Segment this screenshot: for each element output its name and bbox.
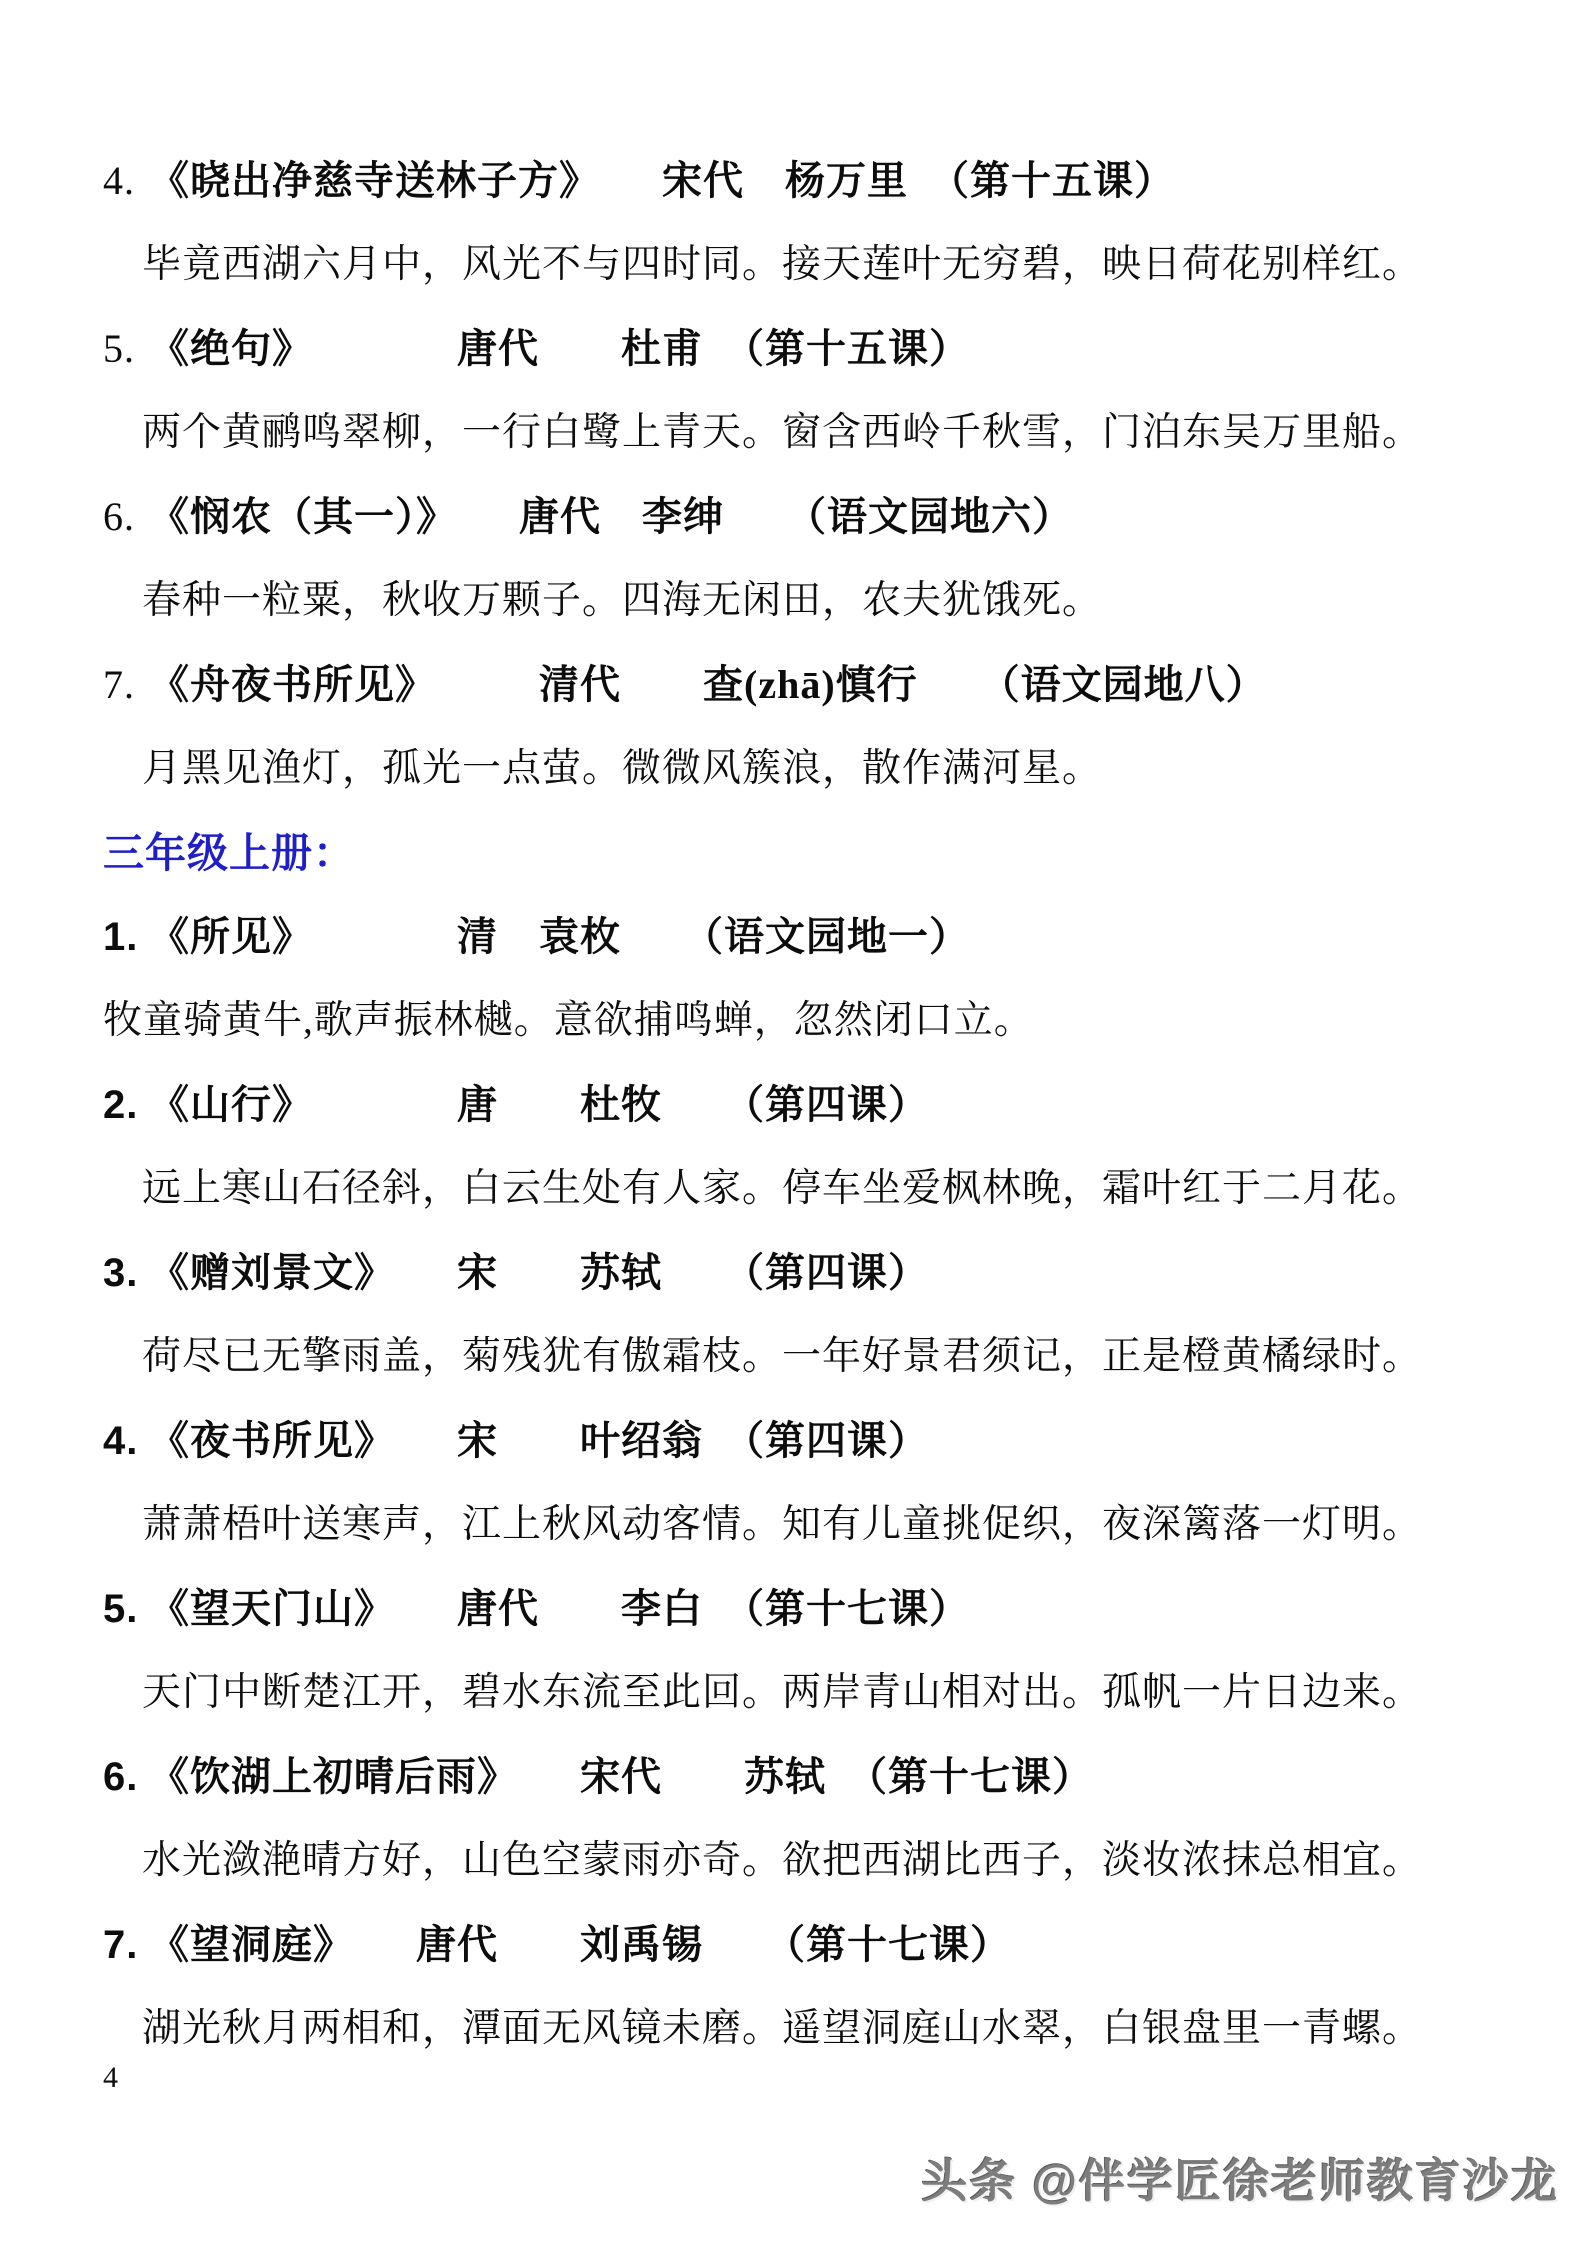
poem-title-text: 《望洞庭》 唐代 刘禹锡 （第十七课） — [149, 1922, 1011, 1967]
page-number: 4 — [103, 2061, 118, 2094]
poem-title-line — [103, 160, 1551, 202]
poem-title-line — [103, 1924, 1551, 1966]
poem-title-text: 《山行》 唐 杜牧 （第四课） — [149, 1082, 929, 1127]
poem-number: 5. — [103, 326, 135, 371]
poem-number: 7. — [103, 1923, 139, 1967]
poem-number: 3. — [103, 1251, 139, 1295]
poem-entry — [103, 1420, 1551, 1546]
poem-title-line — [103, 916, 1551, 958]
poem-entry — [103, 1588, 1551, 1714]
poem-title-text: 《绝句》 唐代 杜甫 （第十五课） — [149, 326, 970, 371]
poem-title-text: 《望天门山》 唐代 李白 （第十七课） — [149, 1586, 970, 1631]
grade3-section-heading: 三年级上册： — [103, 830, 355, 876]
poem-entry — [103, 664, 1551, 790]
document-content — [103, 160, 1551, 2094]
poem-title-line — [103, 1588, 1551, 1630]
poem-entry — [103, 328, 1551, 454]
poem-number: 5. — [103, 1587, 139, 1631]
poem-number: 7. — [103, 662, 135, 707]
poem-title-text: 《赠刘景文》 宋 苏轼 （第四课） — [149, 1250, 929, 1295]
poem-entry — [103, 1252, 1551, 1378]
poem-title-text: 《饮湖上初晴后雨》 宋代 苏轼 （第十七课） — [149, 1754, 1093, 1799]
poem-text: 月黑见渔灯，孤光一点萤。微微风簇浪，散作满河星。 — [142, 747, 1103, 790]
poem-title-line — [103, 1420, 1551, 1462]
poem-entry — [103, 1084, 1551, 1210]
poem-title-line — [103, 328, 1551, 370]
poem-title-line — [103, 1084, 1551, 1126]
poem-title-text: 《夜书所见》 宋 叶绍翁 （第四课） — [149, 1418, 929, 1463]
poem-title-text: 《晓出净慈寺送林子方》 宋代 杨万里 （第十五课） — [149, 158, 1175, 203]
poem-text: 牧童骑黄牛,歌声振林樾。意欲捕鸣蝉，忽然闭口立。 — [103, 999, 1034, 1042]
poem-title-line — [103, 496, 1551, 538]
poem-number: 2. — [103, 1083, 139, 1127]
poem-text: 春种一粒粟，秋收万颗子。四海无闲田，农夫犹饿死。 — [142, 579, 1103, 622]
poem-text: 远上寒山石径斜，白云生处有人家。停车坐爱枫林晚，霜叶红于二月花。 — [142, 1167, 1423, 1210]
poem-entry — [103, 1924, 1551, 2050]
poem-title-text: 《悯农（其一）》 唐代 李绅 （语文园地六） — [149, 494, 1073, 539]
poem-entry — [103, 916, 1551, 1042]
poem-text: 湖光秋月两相和，潭面无风镜未磨。遥望洞庭山水翠，白银盘里一青螺。 — [142, 2007, 1423, 2050]
poem-title-line — [103, 1252, 1551, 1294]
poem-number: 1. — [103, 915, 139, 959]
poem-number: 4. — [103, 1419, 139, 1463]
poem-title-line — [103, 664, 1551, 706]
poem-text: 两个黄鹂鸣翠柳，一行白鹭上青天。窗含西岭千秋雪，门泊东吴万里船。 — [142, 411, 1423, 454]
poem-text: 毕竟西湖六月中，风光不与四时同。接天莲叶无穷碧，映日荷花别样红。 — [142, 243, 1423, 286]
poem-number: 4. — [103, 158, 135, 203]
poem-entry — [103, 160, 1551, 286]
watermark-text: 头条 @伴学匠徐老师教育沙龙 — [921, 2155, 1559, 2207]
poem-text: 水光潋滟晴方好，山色空蒙雨亦奇。欲把西湖比西子，淡妆浓抹总相宜。 — [142, 1839, 1423, 1882]
poem-number: 6. — [103, 1755, 139, 1799]
poem-text: 天门中断楚江开，碧水东流至此回。两岸青山相对出。孤帆一片日边来。 — [142, 1671, 1423, 1714]
poem-title-line — [103, 1756, 1551, 1798]
poem-title-text: 《舟夜书所见》 清代 查(zhā)慎行 （语文园地八） — [149, 662, 1267, 707]
poem-list-prev-grade — [103, 160, 1551, 790]
poem-entry — [103, 496, 1551, 622]
poem-number: 6. — [103, 494, 135, 539]
poem-text: 萧萧梧叶送寒声，江上秋风动客情。知有儿童挑促织，夜深篱落一灯明。 — [142, 1503, 1423, 1546]
poem-entry — [103, 1756, 1551, 1882]
poem-text: 荷尽已无擎雨盖，菊残犹有傲霜枝。一年好景君须记，正是橙黄橘绿时。 — [142, 1335, 1423, 1378]
poem-list-grade3-upper — [103, 916, 1551, 2050]
poem-title-text: 《所见》 清 袁枚 （语文园地一） — [149, 914, 970, 959]
